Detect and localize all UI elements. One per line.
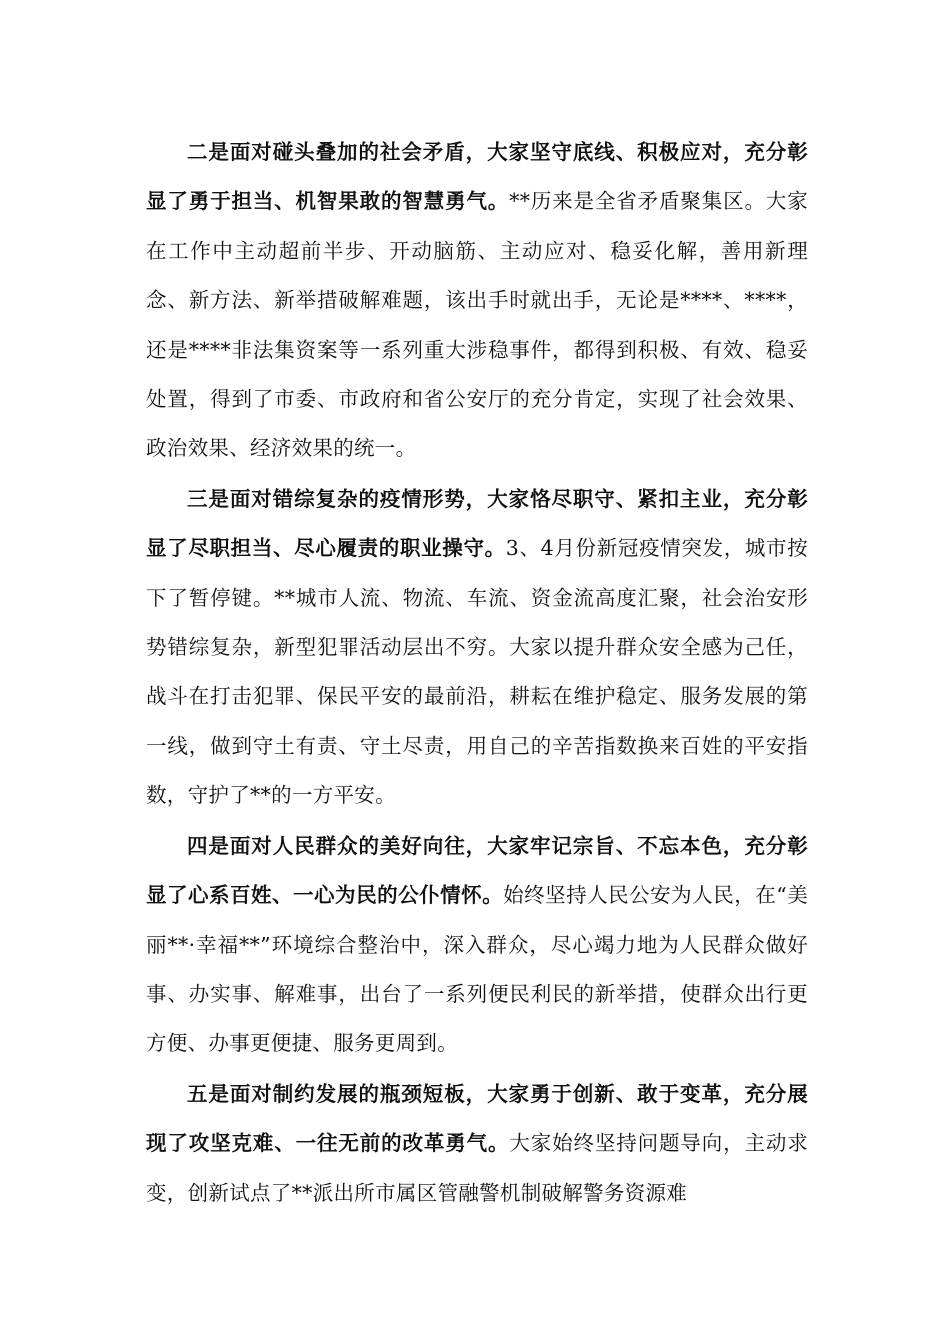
paragraph-three-lead: 三是面对错综复杂的疫情形势，大家恪尽职守、紧扣主业，充分彰显了尽职担当、尽心履责的职业操守。	[146, 486, 808, 561]
paragraph-five-lead: 五是面对制约发展的瓶颈短板，大家勇于创新、敢于变革，充分展现了攻坚克难、一往无前的改革勇气。	[146, 1081, 808, 1156]
paragraph-three	[146, 475, 808, 821]
document-body	[146, 128, 808, 1219]
paragraph-five-body: 大家始终坚持问题导向，主动求变，创新试点了**派出所市属区管融警机制破解警务资源难	[146, 1131, 808, 1205]
paragraph-four	[146, 822, 808, 1069]
paragraph-four-lead: 四是面对人民群众的美好向往，大家牢记宗旨、不忘本色，充分彰显了心系百姓、一心为民的公仆情怀。	[146, 833, 808, 908]
paragraph-five	[146, 1070, 808, 1218]
paragraph-two-lead: 二是面对碰头叠加的社会矛盾，大家坚守底线、积极应对，充分彰显了勇于担当、机智果敢的智慧勇气。	[146, 140, 808, 214]
paragraph-four-body: 始终坚持人民公安为人民，在“美丽**·幸福**”环境综合整治中，深入群众，尽心竭力地为人民群众做好事、办实事、解难事，出台了一系列便民利民的新举措，使群众出行更方便、办事更便捷、服务更周到。	[146, 883, 808, 1056]
paragraph-two-body: **历来是全省矛盾聚集区。大家在工作中主动超前半步、开动脑筋、主动应对、稳妥化解，善用新理念、新方法、新举措破解难题，该出手时就出手，无论是****、****，还是****非法集资案等一系列重大涉稳事件，都得到积极、有效、稳妥处置，得到了市委、市政府和省公安厅的充分肯定，实现了社会效果、政治效果、经济效果的统一。	[146, 189, 808, 461]
paragraph-three-body: 3、4月份新冠疫情突发，城市按下了暂停键。**城市人流、物流、车流、资金流高度汇聚，社会治安形势错综复杂，新型犯罪活动层出不穷。大家以提升群众安全感为己任，战斗在打击犯罪、保民平安的最前沿，耕耘在维护稳定、服务发展的第一线，做到守土有责、守土尽责，用自己的辛苦指数换来百姓的平安指数，守护了**的一方平安。	[146, 536, 808, 808]
paragraph-two	[146, 128, 808, 474]
